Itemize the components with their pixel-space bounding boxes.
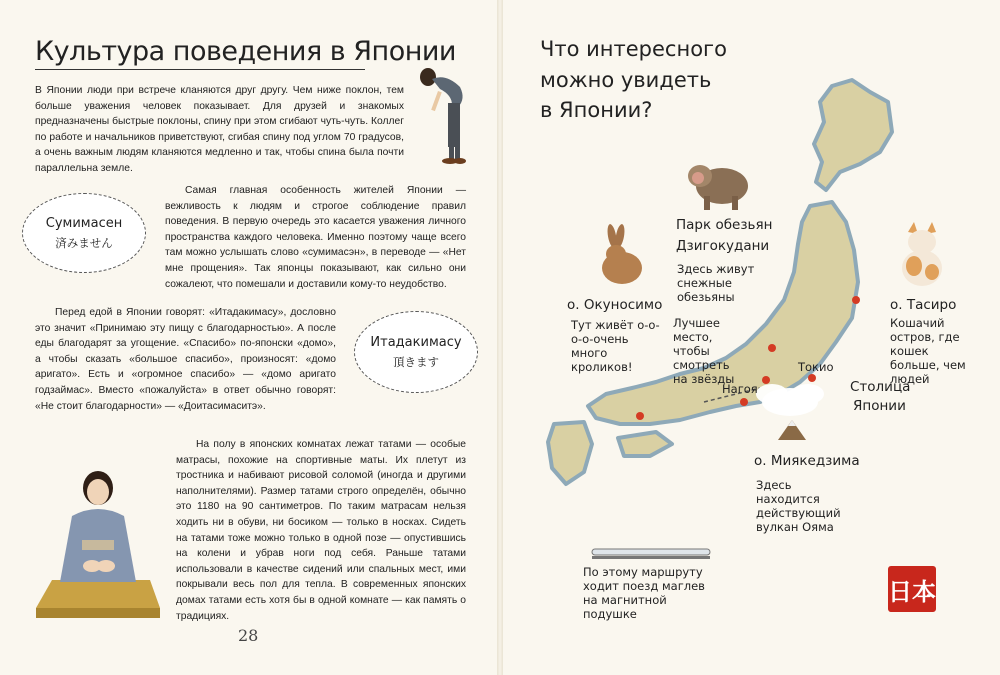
kneeling-woman-illustration bbox=[32, 458, 164, 630]
tashiro-title: о. Тасиро bbox=[890, 297, 957, 313]
okunoshima-title: о. Окуносимо bbox=[567, 297, 663, 313]
speech-bubble-sumimasen bbox=[22, 193, 146, 273]
tokyo-label: Токио bbox=[798, 360, 834, 374]
shikoku-island bbox=[618, 432, 672, 456]
bubble-ru-text: Сумимасен bbox=[45, 215, 123, 231]
monkey-park-title-1: Парк обезьян bbox=[676, 217, 773, 233]
tokyo-dot bbox=[808, 374, 816, 382]
right-title-line-1: Что интересного bbox=[540, 37, 727, 61]
maglev-train-illustration bbox=[590, 545, 714, 561]
miyake-desc: Здесь находится действующий вулкан Ояма bbox=[756, 478, 841, 534]
okunoshima-dot bbox=[636, 412, 644, 420]
cat-illustration bbox=[896, 222, 948, 288]
rabbit-illustration bbox=[598, 224, 646, 288]
paragraph-itadakimasu: Перед едой в Японии говорят: «Итадакимасу», дословно это значит «Принимаю эту пищу с благодарностью». А после еды благодарят за угощение. «Спасибо» по-японски «домо», а чтобы сказать «большое спасибо», произносят: «домо аригато». Есть и «огромное спасибо» — «домо аригато годзаймас». Вместо «пожалуйста» в ответ обычно говорят: «Не стоит благодарности» — «Доитасимаситэ». bbox=[35, 307, 336, 412]
monkey-park-desc: Здесь живут снежные обезьяны bbox=[677, 262, 755, 304]
page-number: 28 bbox=[238, 626, 259, 645]
nagoya-label: Нагоя bbox=[722, 382, 758, 396]
monkey-illustration bbox=[684, 156, 754, 212]
capital-label-1: Столица bbox=[850, 379, 911, 395]
kyushu-island bbox=[548, 422, 592, 484]
bowing-man-illustration bbox=[408, 55, 474, 167]
miyake-title: о. Миякедзима bbox=[754, 453, 860, 469]
paragraph-tatami: На полу в японских комнатах лежат татами — особые матрасы, похожие на спортивные маты. Их плетут из тростника и набивают рисовой соломой (иногда и другими наполнителями). Размер татами строго определён, обычно это 1180 на 90 сантиметров. По таким матрасам нельзя ходить ни в обуви, ни босиком — только в носках. Сидеть на татами тоже можно только в одной позе — опустившись на колени и убрав ноги под себя. Раньше татами использовали в качестве сидений или спальных мест, ими покрывали весь пол для тепла. В современных японских домах татами есть хотя бы в одной комнате — как память о традициях. bbox=[176, 439, 466, 622]
right-title-line-3: в Японии? bbox=[540, 98, 653, 122]
bubble-ru-text: Итадакимасу bbox=[370, 334, 462, 350]
book-gutter bbox=[497, 0, 503, 675]
hokkaido-island bbox=[814, 80, 892, 190]
stars-dot bbox=[762, 376, 770, 384]
bubble-jp-text: 済みません bbox=[55, 235, 113, 250]
title-underline bbox=[35, 69, 365, 70]
monkey-park-dot bbox=[768, 344, 776, 352]
monkey-park-title-2: Дзигокудани bbox=[676, 238, 770, 254]
nagoya-dot bbox=[740, 398, 748, 406]
page-title: Культура поведения в Японии bbox=[35, 36, 456, 67]
okunoshima-desc: Тут живёт о-о-о-о-очень много кроликов! bbox=[571, 318, 660, 374]
bubble-jp-text: 頂きます bbox=[393, 354, 439, 369]
tashiro-dot bbox=[852, 296, 860, 304]
japan-kanji-stamp: 日本 bbox=[888, 566, 936, 612]
right-title-line-2: можно увидеть bbox=[540, 68, 712, 92]
maglev-desc: По этому маршруту ходит поезд маглев на магнитной подушке bbox=[583, 565, 705, 621]
tashiro-desc: Кошачий остров, где кошек больше, чем людей bbox=[890, 316, 966, 386]
stars-note: Лучшее место, чтобы смотреть на звёзды bbox=[673, 316, 735, 386]
paragraph-politeness: Самая главная особенность жителей Японии — вежливость к людям и строгое соблюдение правил поведения. В первую очередь это касается уважения личного пространства каждого человека. Именно поэтому чаще всего там можно услышать слово «сумимасэн», в переводе — «Нет мне прощения». Так японцы показывают, как сильно они сожалеют, что помешали и доставили кому-то неудобство. bbox=[165, 185, 466, 290]
speech-bubble-itadakimasu bbox=[354, 311, 478, 393]
capital-label-2: Японии bbox=[853, 398, 906, 414]
paragraph-bowing: В Японии люди при встрече кланяются друг другу. Чем ниже поклон, тем больше уважения человек показывает. Для друзей и знакомых предназначены быстрые поклоны, спину при этом сгибают чуть-чуть. Коллег по работе и начальников приветствуют, сгибая спину под углом 70 градусов, а очень важным людям кланяются медленно и так, чтобы спина была почти параллельна земле. bbox=[35, 85, 404, 174]
